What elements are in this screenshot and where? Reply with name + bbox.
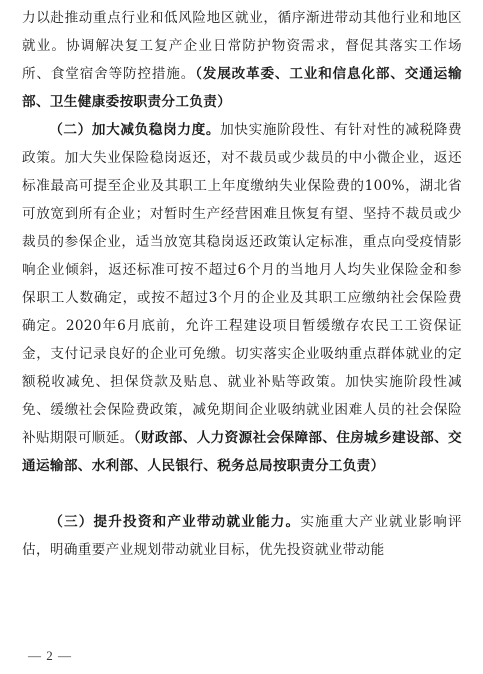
paragraph-3: [22, 508, 462, 564]
paragraph-2-text: 加快实施阶段性、有针对性的减税降费政策。加大失业保险稳岗返还，对不裁员或少裁员的中小微企业，返还标准最高可提至企业及其职工上年度缴纳失业保险费的100%，湖北省可放宽到所有企业；对暂时生产经营困难且恢复有望、坚持不裁员或少裁员的参保企业，适当放宽其稳岗返还政策认定标准，重点向受疫情影响企业倾斜，返还标准可按不超过6个月的当地月人均失业保险金和参保职工人数确定，或按不超过3个月的企业及其职工应缴纳社会保险费确定。2020年6月底前，允许工程建设项目暂缓缴存农民工工资保证金，支付记录良好的企业可免缴。切实落实企业吸纳重点群体就业的定额税收减免、担保贷款及贴息、就业补贴等政策。加快实施阶段性减免、缓缴社会保险费政策，减免期间企业吸纳就业困难人员的社会保险补贴期限可顺延。: [22, 122, 463, 446]
paragraph-1-text: 力以赴推动重点行业和低风险地区就业，循序渐进带动其他行业和地区就业。协调解决复工复产企业日常防护物资需求，督促其落实工作场所、食堂宿舍等防控措施。: [22, 10, 462, 82]
paragraph-3-heading: （三）提升投资和产业带动就业能力。: [49, 514, 301, 530]
document-page: [22, 4, 462, 564]
paragraph-1-responsibility: （发展改革委、工业和信息化部、交通运输部、卫生健康委按职责分工负责）: [22, 66, 462, 110]
paragraph-3-text: 实施重大产业就业影响评估，明确重要产业规划带动就业目标，优先投资就业带动能: [22, 514, 462, 558]
page-number: — 2 —: [28, 648, 72, 663]
paragraph-2-responsibility: （财政部、人力资源社会保障部、住房城乡建设部、交通运输部、水利部、人民银行、税务总局按职责分工负责）: [22, 430, 462, 474]
paragraph-1: [22, 4, 462, 116]
paragraph-2-heading: （二）加大减负稳岗力度。: [49, 122, 221, 138]
paragraph-2: [22, 116, 462, 508]
